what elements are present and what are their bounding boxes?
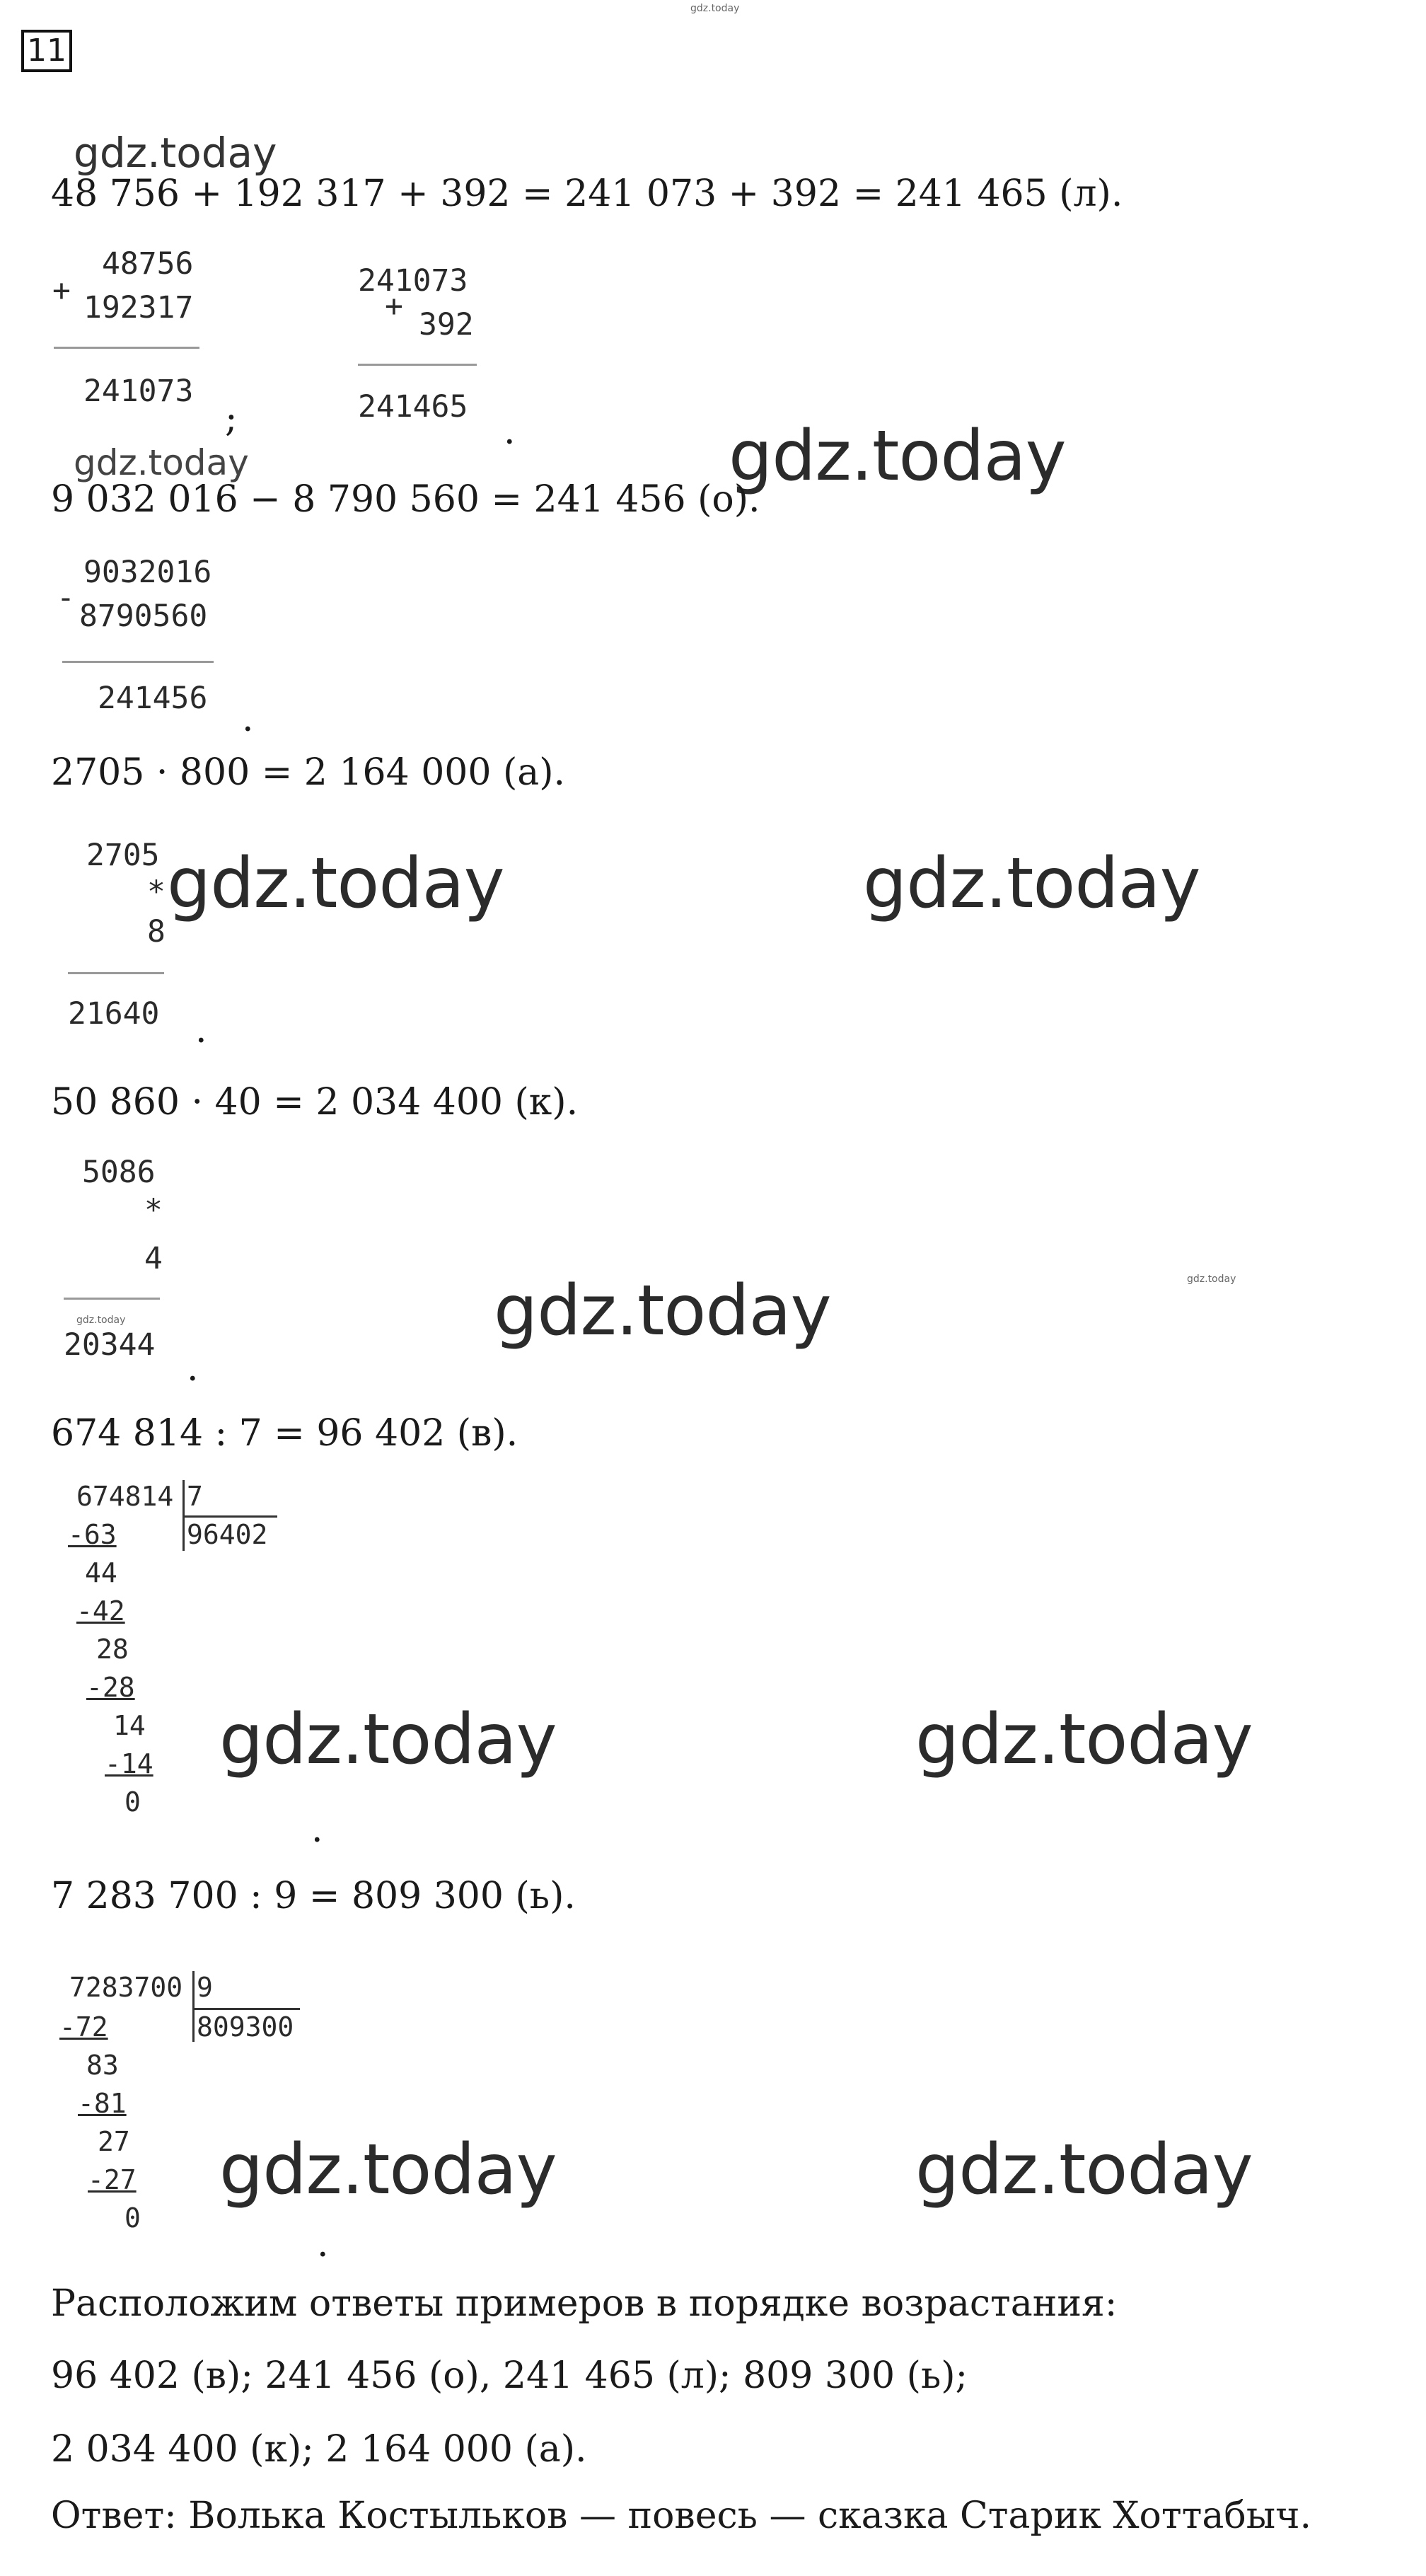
division-step: -81 [78, 2088, 127, 2119]
quotient-2: 809300 [197, 2011, 294, 2043]
division-step: -28 [86, 1672, 135, 1703]
equation-2: 9 032 016 − 8 790 560 = 241 456 (о). [51, 478, 760, 521]
watermark-tiny: gdz.today [1187, 1273, 1236, 1285]
divisor-2: 9 [197, 1972, 213, 2003]
task-number-box: 11 [21, 30, 72, 72]
division-step: -72 [59, 2011, 108, 2043]
division-step: -42 [76, 1595, 125, 1627]
watermark-tiny: gdz.today [76, 1315, 126, 1326]
addend-bottom-2: 392 [419, 307, 474, 342]
division-step: 28 [96, 1634, 129, 1665]
equation-5: 674 814 : 7 = 96 402 (в). [51, 1412, 518, 1455]
end-dot-4: . [187, 1347, 199, 1390]
watermark-label: gdz.today [863, 843, 1200, 924]
end-dot-2: . [242, 698, 254, 740]
equation-3: 2705 · 800 = 2 164 000 (а). [51, 751, 566, 794]
addend-top-2: 241073 [358, 263, 468, 299]
division-step: 44 [85, 1557, 117, 1588]
product-result-1: 21640 [68, 996, 160, 1032]
product-line-2 [64, 1298, 160, 1300]
factor-top: 2705 [86, 838, 160, 873]
division-step: 14 [113, 1710, 146, 1741]
division-step: -27 [88, 2164, 137, 2195]
addend-top: 48756 [102, 246, 194, 282]
multiplication-sign: * [147, 874, 166, 910]
division-step: -14 [105, 1748, 153, 1779]
watermark-label: gdz.today [74, 442, 249, 483]
minuend: 9032016 [83, 555, 212, 590]
conclusion-line-1: Расположим ответы примеров в порядке возрастания: [51, 2282, 1118, 2325]
watermark-label: gdz.today [219, 2130, 557, 2210]
subtrahend: 8790560 [79, 599, 208, 634]
equation-1: 48 756 + 192 317 + 392 = 241 073 + 392 = 241 465 (л). [51, 173, 1123, 215]
watermark-label: gdz.today [74, 129, 277, 177]
sum-result-1: 241073 [83, 374, 194, 409]
watermark-label: gdz.today [167, 843, 504, 924]
division-step: 0 [124, 2202, 141, 2234]
division-bar-horizontal-2 [192, 2008, 300, 2010]
division-bar-horizontal [182, 1515, 277, 1518]
conclusion-line-2: 96 402 (в); 241 456 (о), 241 465 (л); 809 300 (ь); [51, 2355, 968, 2397]
equation-4: 50 860 · 40 = 2 034 400 (к). [51, 1081, 579, 1124]
sum-line-1 [54, 347, 199, 349]
watermark-label: gdz.today [729, 416, 1066, 497]
equation-6: 7 283 700 : 9 = 809 300 (ь). [51, 1875, 576, 1917]
divisor: 7 [187, 1481, 203, 1512]
division-bar-vertical-2 [192, 1971, 195, 2042]
multiplication-sign-2: * [144, 1193, 163, 1228]
conclusion-line-3: 2 034 400 (к); 2 164 000 (а). [51, 2428, 587, 2471]
quotient: 96402 [187, 1519, 268, 1550]
subtraction-sign: - [57, 580, 75, 616]
watermark-label: gdz.today [494, 1271, 831, 1351]
sum-line-2 [358, 364, 477, 366]
division-step: -63 [68, 1519, 117, 1550]
product-result-2: 20344 [64, 1327, 156, 1363]
answer-line: Ответ: Волька Костыльков — повесь — сказка Старик Хоттабыч. [51, 2495, 1311, 2537]
product-line-1 [68, 972, 164, 974]
watermark-label: gdz.today [915, 2130, 1253, 2210]
watermark-top: gdz.today [690, 3, 740, 14]
sum-result-2: 241465 [358, 389, 468, 424]
dividend: 674814 [76, 1481, 174, 1512]
end-dot-5: . [311, 1808, 323, 1851]
end-dot-6: . [317, 2223, 329, 2265]
end-dot-3: . [195, 1009, 207, 1051]
factor-bottom-2: 4 [144, 1241, 163, 1276]
factor-bottom: 8 [147, 914, 166, 949]
division-step: 27 [98, 2126, 130, 2157]
difference-line [62, 661, 214, 663]
separator-semicolon: ; [225, 398, 238, 440]
addition-sign: + [52, 273, 71, 308]
dividend-2: 7283700 [69, 1972, 183, 2003]
division-step: 0 [124, 1786, 141, 1818]
addition-sign-2: + [385, 289, 403, 324]
watermark-label: gdz.today [219, 1699, 557, 1780]
division-step: 83 [86, 2050, 119, 2081]
difference-result: 241456 [98, 681, 208, 716]
factor-top-2: 5086 [82, 1155, 156, 1190]
addend-bottom: 192317 [83, 290, 194, 325]
watermark-label: gdz.today [915, 1699, 1253, 1780]
end-dot-1: . [504, 410, 516, 453]
